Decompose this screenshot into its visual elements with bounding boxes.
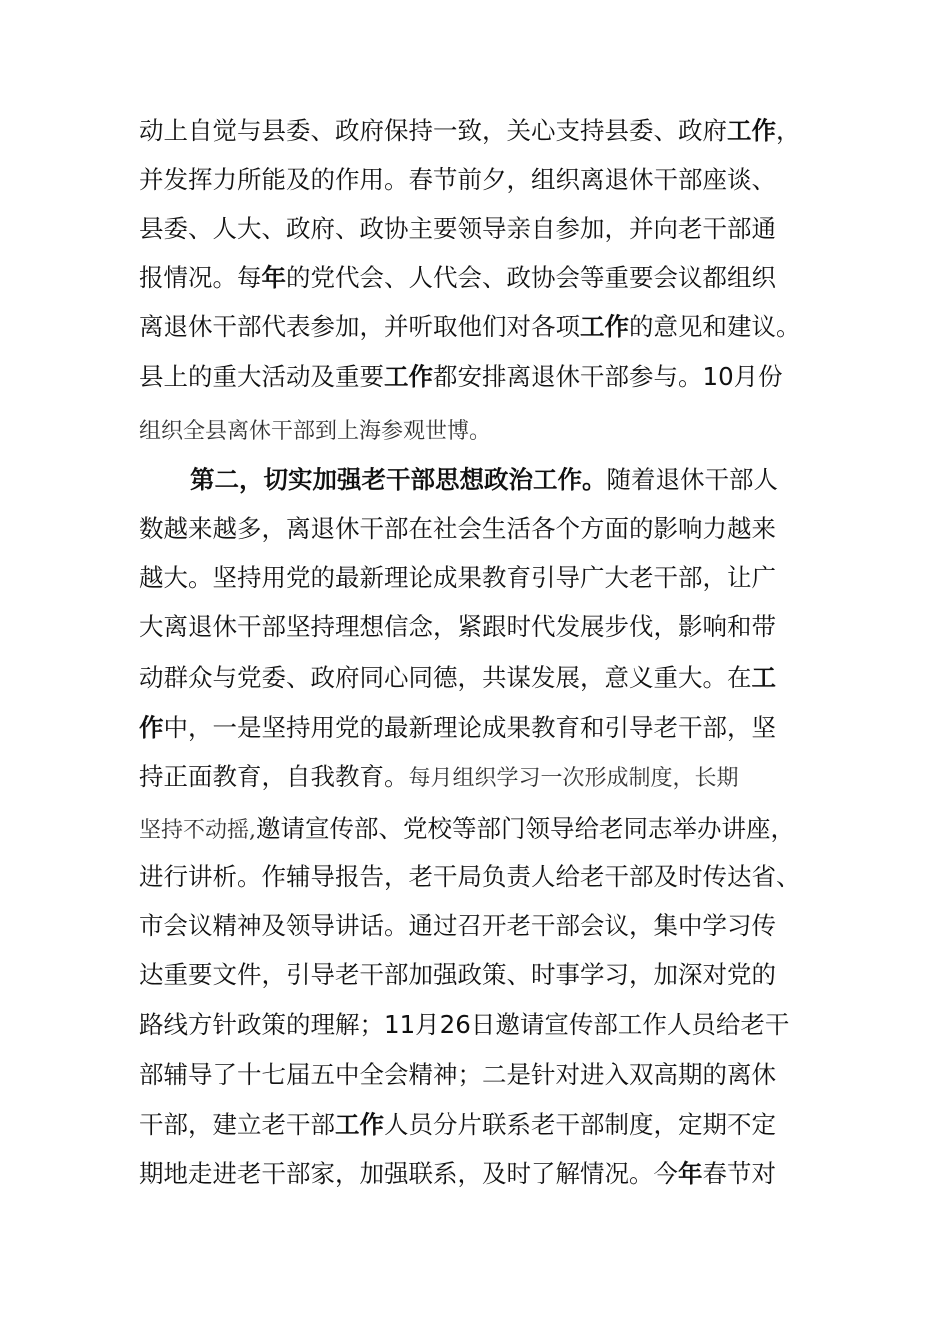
text-run: 动群众与党委、政府同心同德，共谋发展，意义重大。在 xyxy=(139,663,752,692)
bold-text: 年 xyxy=(678,1159,703,1188)
bold-text: 工 xyxy=(751,663,776,692)
text-run: 越大。坚持用党的最新理论成果教育引导广大老干部，让广 xyxy=(139,563,776,592)
text-run: 的意见和建议。 xyxy=(629,312,801,341)
text-run: 县上的重大活动及重要 xyxy=(139,362,384,391)
text-line xyxy=(139,253,819,303)
text-run: 人员分片联系老干部制度，定期不定 xyxy=(384,1110,776,1139)
text-run: 干部，建立老干部 xyxy=(139,1110,335,1139)
text-run: ， xyxy=(776,116,801,145)
text-line xyxy=(139,352,819,402)
text-run: 随着退休干部人 xyxy=(606,465,778,494)
text-line xyxy=(139,950,819,1000)
text-line xyxy=(139,405,819,455)
text-line xyxy=(139,302,819,352)
text-run: 坚持不动摇, xyxy=(139,818,256,843)
text-run: 每月组织学习一次形成制度，长期 xyxy=(408,766,739,791)
text-run: 进行讲析。作辅导报告，老干局负责人给老干部及时传达省、 xyxy=(139,862,801,891)
text-run: 路线方针政策的理解；11月26日邀请宣传部工作人员给老干 xyxy=(139,1010,790,1039)
text-run: 市会议精神及领导讲话。通过召开老干部会议，集中学习传 xyxy=(139,911,776,940)
text-line xyxy=(139,1100,819,1150)
text-run: 离退休干部代表参加，并听取他们对各项 xyxy=(139,312,580,341)
text-run: 组织全县离休干部到上海参观世博。 xyxy=(139,419,492,444)
text-run: 中，一是坚持用党的最新理论成果教育和引导老干部，坚 xyxy=(163,713,776,742)
text-run: 的党代会、人代会、政协会等重要会议都组织 xyxy=(286,263,776,292)
bold-text: 工作 xyxy=(580,312,629,341)
text-line xyxy=(190,455,820,505)
text-run: 达重要文件，引导老干部加强政策、时事学习，加深对党的 xyxy=(139,960,776,989)
text-line xyxy=(139,1050,819,1100)
text-run: 大离退休干部坚持理想信念，紧跟时代发展步伐，影响和带 xyxy=(139,612,776,641)
text-line xyxy=(139,1149,819,1199)
text-run: 都安排离退休干部参与。10月份 xyxy=(433,362,783,391)
bold-text: 工作 xyxy=(727,116,776,145)
bold-text: 工作 xyxy=(335,1110,384,1139)
bold-text: 工作 xyxy=(384,362,433,391)
text-line xyxy=(139,1000,819,1050)
text-run: 数越来越多，离退休干部在社会生活各个方面的影响力越来 xyxy=(139,514,776,543)
text-line xyxy=(139,602,819,652)
text-run: 期地走进老干部家，加强联系，及时了解情况。今 xyxy=(139,1159,678,1188)
text-line xyxy=(139,155,819,205)
text-line xyxy=(139,901,819,951)
bold-text: 年 xyxy=(261,263,286,292)
text-run: 春节对 xyxy=(702,1159,776,1188)
text-line xyxy=(139,204,819,254)
text-run: 并发挥力所能及的作用。春节前夕，组织离退休干部座谈、 xyxy=(139,165,776,194)
text-line xyxy=(139,553,819,603)
bold-text: 第二，切实加强老干部思想政治工作。 xyxy=(190,465,607,494)
text-run: 报情况。每 xyxy=(139,263,262,292)
text-run: 动上自觉与县委、政府保持一致，关心支持县委、政府 xyxy=(139,116,727,145)
text-line xyxy=(139,106,819,156)
text-line xyxy=(139,852,819,902)
text-run: 县委、人大、政府、政协主要领导亲自参加，并向老干部通 xyxy=(139,214,776,243)
text-line xyxy=(139,504,819,554)
bold-text: 作 xyxy=(139,713,164,742)
text-line xyxy=(139,804,819,854)
text-line xyxy=(139,752,819,802)
text-line xyxy=(139,653,819,703)
text-run: 持正面教育，自我教育。 xyxy=(139,762,409,791)
text-line xyxy=(139,703,819,753)
text-run: 部辅导了十七届五中全会精神；二是针对进入双高期的离休 xyxy=(139,1060,776,1089)
text-run: 邀请宣传部、党校等部门领导给老同志举办讲座， xyxy=(256,814,795,843)
